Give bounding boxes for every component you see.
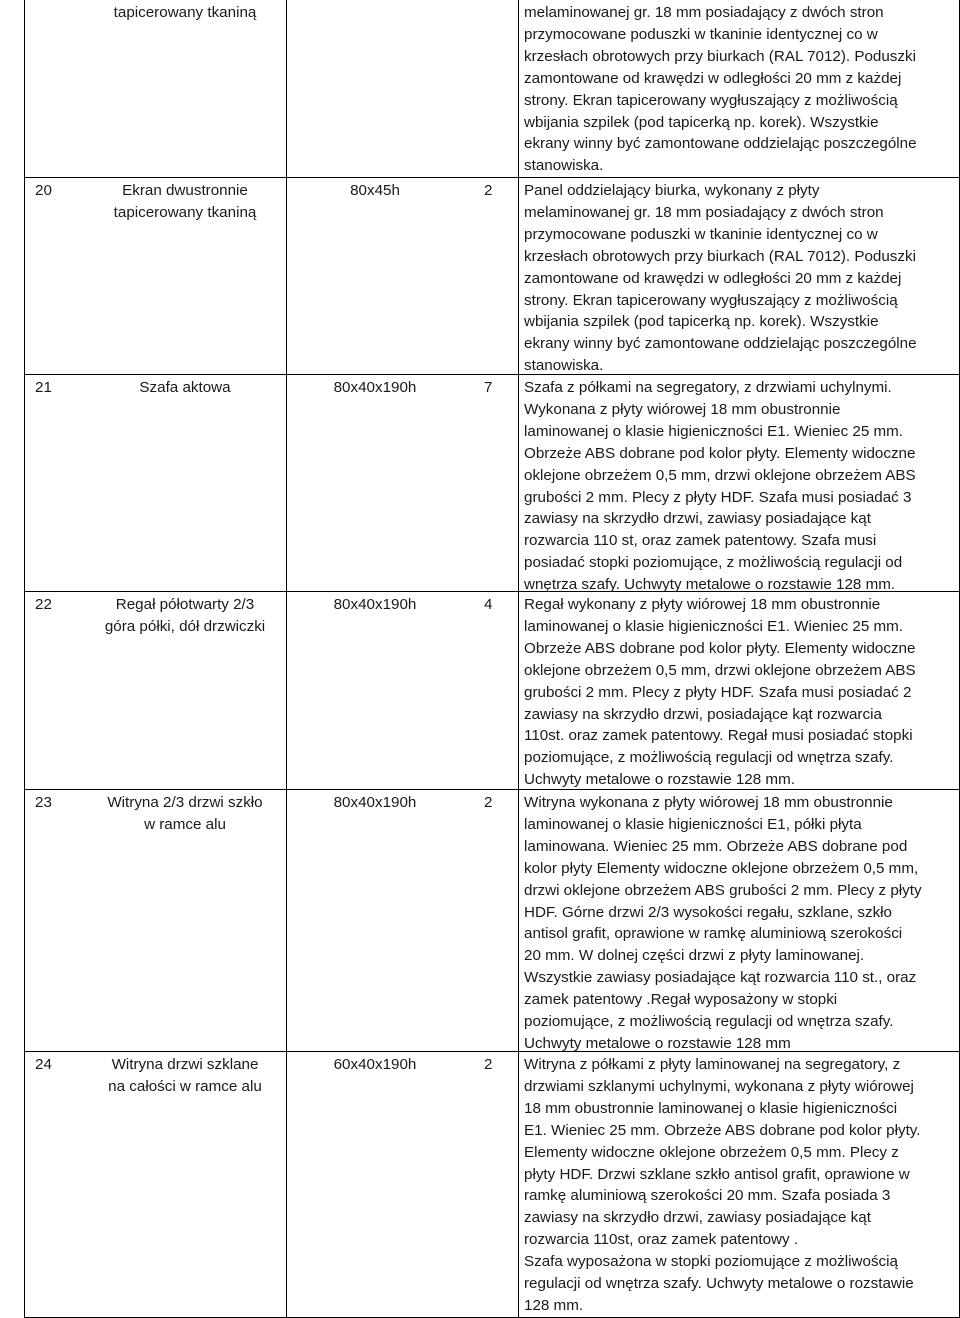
description-line: ramkę aluminiową szerokości 20 mm. Szafa posiada 3 [524, 1187, 891, 1205]
description-line: zamek patentowy .Regał wyposażony w stopki [524, 991, 838, 1009]
description-line: przymocowane poduszki w tkaninie identycznej co w [524, 225, 878, 243]
item-description [524, 180, 960, 377]
description-line: Wykonana z płyty wiórowej 18 mm obustronnie [524, 400, 841, 418]
item-dimensions: 60x40x190h [333, 1056, 417, 1073]
description-line: 110st. oraz zamek patentowy. Regał musi posiadać stopki [524, 727, 913, 745]
description-line: 18 mm obustronnie laminowanej o klasie higieniczności [524, 1099, 898, 1117]
description-line: posiadać stopki poziomujące, z możliwością regulacji od [524, 554, 903, 572]
item-number: 21 [35, 379, 52, 396]
description-line: Regał wykonany z płyty wiórowej 18 mm obustronnie [524, 596, 881, 613]
description-line: laminowanej o klasie higieniczności E1, półki płyta [524, 815, 862, 833]
item-name: Ekran dwustronnie tapicerowany tkaniną [113, 182, 257, 221]
description-line: Witryna wykonana z płyty wiórowej 18 mm obustronnie [524, 794, 893, 811]
description-line: grubości 2 mm. Plecy z płyty HDF. Szafa musi posiadać 2 [524, 683, 912, 701]
item-quantity: 2 [484, 182, 493, 199]
item-number: 23 [35, 794, 52, 811]
description-line: 20 mm. W dolnej części drzwi z płyty laminowanej. [524, 947, 865, 965]
description-line: drzwiami szklanymi uchylnymi, wykonana z płyty wiórowej [524, 1077, 914, 1095]
description-line: rozwarcia 110 st, oraz zamek patentowy. Szafa musi [524, 532, 877, 550]
description-line: laminowana. Wieniec 25 mm. Obrzeże ABS dobrane pod [524, 837, 908, 855]
description-line: wbijania szpilek (pod tapicerką np. korek). Wszystkie [524, 113, 879, 131]
column-rule [24, 0, 25, 1318]
description-line: wnętrza szafy. Uchwyty metalowe o rozstawie 128 mm. [524, 576, 896, 594]
item-quantity: 7 [484, 379, 493, 396]
item-dimensions: 80x45h [350, 182, 400, 199]
item-description [524, 1054, 960, 1317]
item-dimensions: 80x40x190h [333, 596, 417, 613]
description-line: zawiasy na skrzydło drzwi, zawiasy posiadające kąt [524, 1209, 871, 1227]
description-line: Uchwyty metalowe o rozstawie 128 mm. [524, 771, 795, 789]
item-name: tapicerowany tkaniną [113, 4, 257, 21]
description-line: laminowanej o klasie higieniczności E1. Wieniec 25 mm. [524, 617, 904, 635]
description-line: grubości 2 mm. Plecy z płyty HDF. Szafa musi posiadać 3 [524, 488, 912, 506]
description-line: Witryna z półkami z płyty laminowanej na segregatory, z [524, 1056, 901, 1073]
description-line: zamontowane od krawędzi w odległości 20 mm z każdej [524, 269, 902, 287]
description-line: płyty HDF. Drzwi szklane szkło antisol grafit, oprawione w [524, 1165, 910, 1183]
description-line: stanowiska. [524, 357, 604, 375]
description-line: 128 mm. [524, 1296, 584, 1314]
description-line: Panel oddzielający biurka, wykonany z płyty [524, 182, 820, 199]
item-description [524, 792, 960, 1055]
description-line: Szafa wyposażona w stopki poziomujące z możliwością [524, 1253, 898, 1271]
description-line: melaminowanej gr. 18 mm posiadający z dwóch stron [524, 4, 884, 21]
item-description [524, 377, 960, 596]
item-name: Szafa aktowa [139, 379, 231, 396]
description-line: wbijania szpilek (pod tapicerką np. korek). Wszystkie [524, 313, 879, 331]
item-dimensions: 80x40x190h [333, 794, 417, 811]
item-dimensions: 80x40x190h [333, 379, 417, 396]
description-line: zawiasy na skrzydło drzwi, posiadające kąt rozwarcia [524, 705, 882, 723]
item-number: 24 [35, 1056, 52, 1073]
item-number: 20 [35, 182, 52, 199]
description-line: Wszystkie zawiasy posiadające kąt rozwarcia 110 st., oraz [524, 969, 917, 987]
description-line: ekrany winny być zamontowane oddzielając poszczególne [524, 135, 917, 153]
description-line: HDF. Górne drzwi 2/3 wysokości regału, szklane, szkło [524, 903, 893, 921]
item-description [524, 594, 960, 791]
item-description [524, 2, 960, 177]
item-name: Witryna drzwi szklane na całości w ramce alu [108, 1056, 262, 1095]
description-line: krzesłach obrotowych przy biurkach (RAL 7012). Poduszki [524, 247, 916, 265]
description-line: strony. Ekran tapicerowany wygłuszający z możliwością [524, 91, 898, 109]
item-quantity: 2 [484, 794, 493, 811]
item-number: 22 [35, 596, 52, 613]
description-line: Uchwyty metalowe o rozstawie 128 mm [524, 1034, 791, 1052]
description-line: poziomujące, z możliwością regulacji od wnętrza szafy. [524, 749, 894, 767]
description-line: krzesłach obrotowych przy biurkach (RAL 7012). Poduszki [524, 47, 916, 65]
description-line: przymocowane poduszki w tkaninie identycznej co w [524, 25, 878, 43]
description-line: Obrzeże ABS dobrane pod kolor płyty. Elementy widoczne [524, 639, 916, 657]
item-quantity: 2 [484, 1056, 493, 1073]
description-line: ekrany winny być zamontowane oddzielając poszczególne [524, 335, 917, 353]
description-line: antisol grafit, oprawione w ramkę aluminiową szerokości [524, 925, 903, 943]
description-line: stanowiska. [524, 157, 604, 175]
description-line: strony. Ekran tapicerowany wygłuszający z możliwością [524, 291, 898, 309]
item-name: Regał półotwarty 2/3 góra półki, dół drzwiczki [104, 596, 266, 635]
description-line: drzwi oklejone obrzeżem ABS grubości 2 mm. Plecy z płyty [524, 881, 922, 899]
description-line: oklejone obrzeżem 0,5 mm, drzwi oklejone obrzeżem ABS [524, 661, 916, 679]
column-rule [518, 0, 519, 1318]
description-line: E1. Wieniec 25 mm. Obrzeże ABS dobrane pod kolor płyty. [524, 1121, 921, 1139]
description-line: rozwarcia 110st, oraz zamek patentowy . [524, 1231, 799, 1249]
description-line: laminowanej o klasie higieniczności E1. Wieniec 25 mm. [524, 422, 904, 440]
description-line: kolor płyty Elementy widoczne oklejone obrzeżem 0,5 mm, [524, 859, 919, 877]
description-line: melaminowanej gr. 18 mm posiadający z dwóch stron [524, 203, 884, 221]
item-name: Witryna 2/3 drzwi szkło w ramce alu [107, 794, 263, 833]
description-line: oklejone obrzeżem 0,5 mm, drzwi oklejone obrzeżem ABS [524, 466, 916, 484]
description-line: regulacji od wnętrza szafy. Uchwyty metalowe o rozstawie [524, 1275, 914, 1293]
description-line: Obrzeże ABS dobrane pod kolor płyty. Elementy widoczne [524, 444, 916, 462]
description-line: poziomujące, z możliwością regulacji od wnętrza szafy. [524, 1013, 894, 1031]
item-quantity: 4 [484, 596, 493, 613]
description-line: zawiasy na skrzydło drzwi, zawiasy posiadające kąt [524, 510, 871, 528]
description-line: Szafa z półkami na segregatory, z drzwiami uchylnymi. [524, 379, 892, 396]
column-rule [286, 0, 287, 1318]
description-line: Elementy widoczne oklejone obrzeżem 0,5 mm. Plecy z [524, 1143, 899, 1161]
description-line: zamontowane od krawędzi w odległości 20 mm z każdej [524, 69, 902, 87]
